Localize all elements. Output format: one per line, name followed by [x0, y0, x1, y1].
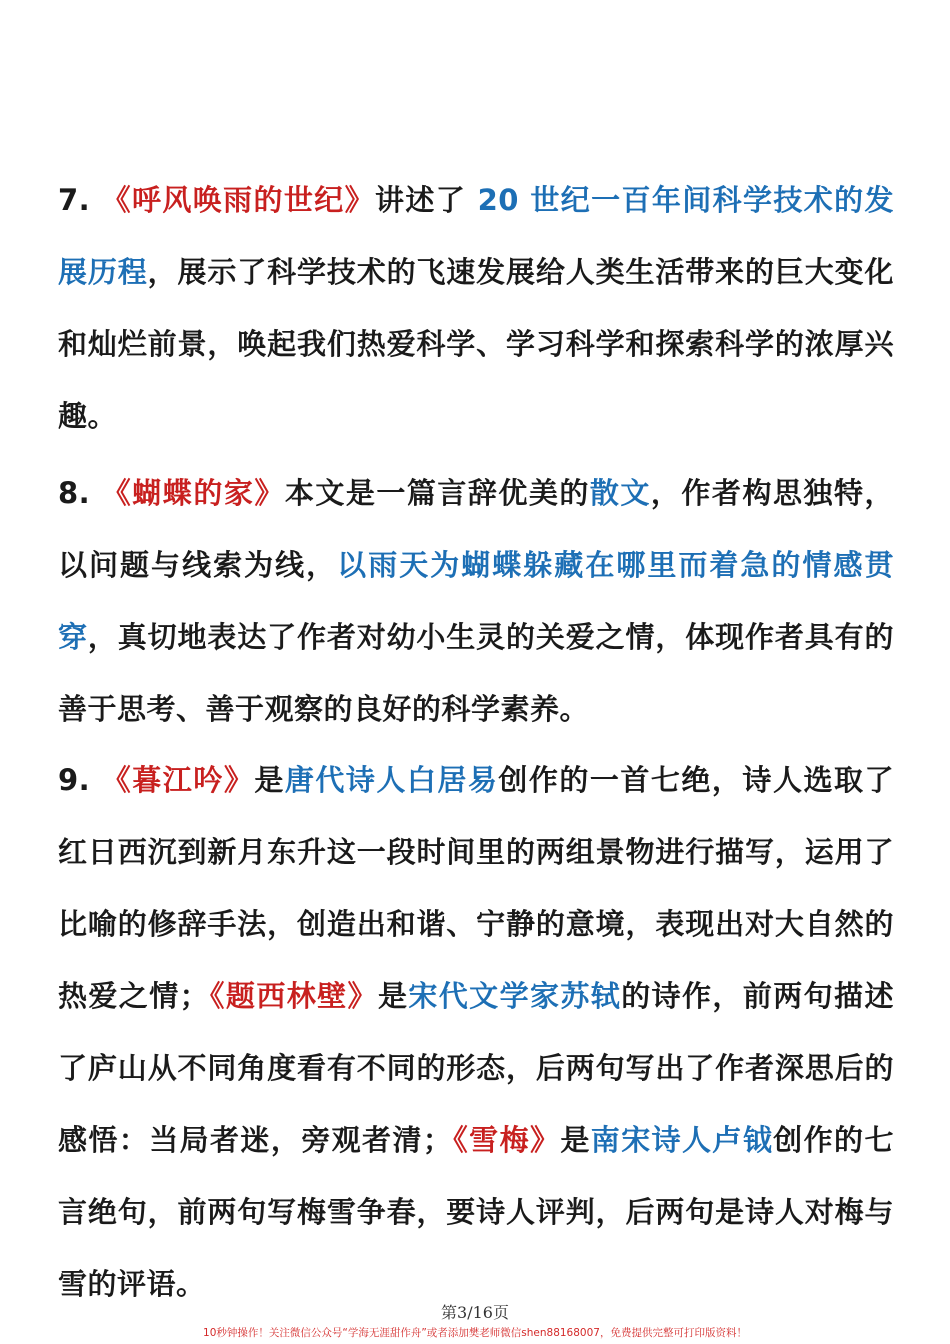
book-title: 《雪梅》: [452, 1123, 561, 1157]
paragraph-item-9: [58, 744, 894, 1320]
body-text: 的诗作，前两句描述了庐山从不同角度看有不同的形态，后两句写出了作者深思后的感悟：当局者迷，旁观者清；: [58, 979, 894, 1157]
page-number: 第3/16页: [441, 1303, 509, 1322]
item-number: 7.: [58, 183, 102, 217]
highlight-text: 以雨天为蝴蝶躲藏在哪里而着急的情感贯穿: [58, 548, 894, 654]
body-text: 创作的七言绝句，前两句写梅雪争春，要诗人评判，后两句是诗人对梅与雪的评语。: [58, 1123, 894, 1301]
book-title: 《蝴蝶的家》: [101, 476, 285, 510]
book-title: 《呼风唤雨的世纪》: [101, 183, 375, 217]
book-title: 《暮江吟》: [101, 763, 255, 797]
highlight-text: 唐代诗人白居易: [284, 763, 499, 797]
item-number: 9.: [58, 763, 102, 797]
book-title: 《题西林壁》: [209, 979, 378, 1013]
body-text: ，展示了科学技术的飞速发展给人类生活带来的巨大变化和灿烂前景，唤起我们热爱科学、学习科学和探索科学的浓厚兴趣。: [58, 255, 894, 433]
footer-promo-note: 10秒钟操作！关注微信公众号“学海无涯甜作舟”或者添加樊老师微信shen88168007，免费提供完整可打印版资料！: [203, 1327, 747, 1339]
body-text: ，真切地表达了作者对幼小生灵的关爱之情，体现作者具有的善于思考、善于观察的良好的科学素养。: [58, 620, 894, 726]
paragraph-item-8: [58, 457, 894, 745]
body-text: 本文是一篇言辞优美的: [284, 476, 590, 510]
highlight-text: 宋代文学家苏轼: [408, 979, 622, 1013]
highlight-text: 南宋诗人卢钺: [590, 1123, 774, 1157]
body-text: 是: [254, 763, 285, 797]
body-text: ，作者构思独特，以问题与线索为线，: [58, 476, 894, 582]
paragraph-item-7: [58, 164, 894, 452]
highlight-text: 20 世纪一百年间科学技术的发展历程: [58, 183, 894, 289]
body-text: 是: [560, 1123, 591, 1157]
body-text: 是: [377, 979, 409, 1013]
body-text: 创作的一首七绝，诗人选取了红日西沉到新月东升这一段时间里的两组景物进行描写，运用了比喻的修辞手法，创造出和谐、宁静的意境，表现出对大自然的热爱之情；: [58, 763, 894, 1013]
body-text: 讲述了: [375, 183, 478, 217]
item-number: 8.: [58, 476, 102, 510]
highlight-text: 散文: [589, 476, 651, 510]
